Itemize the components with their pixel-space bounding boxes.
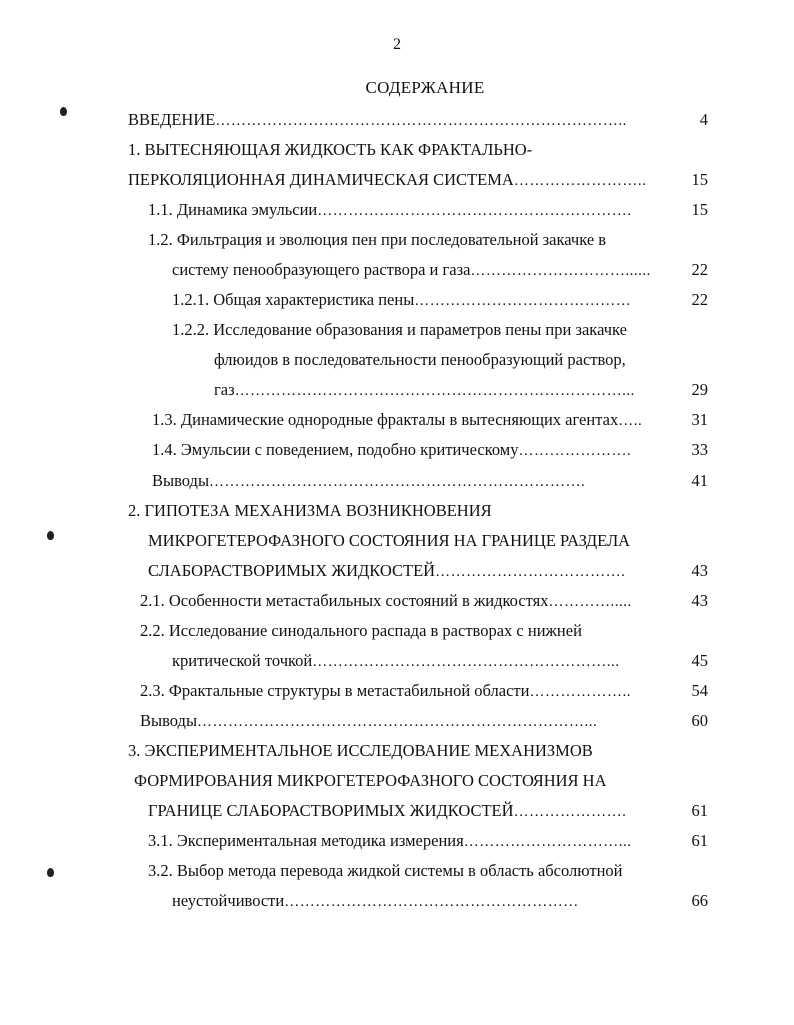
toc-entry-leader-dots: ……………………………………………………………….: [209, 474, 586, 490]
toc-entry-title: 2.1. Особенности метастабильных состояний в жидкостях: [140, 591, 549, 610]
toc-entry: [128, 501, 492, 521]
toc-entry-title: критической точкой: [172, 651, 313, 670]
toc-entry-title: ФОРМИРОВАНИЯ МИКРОГЕТЕРОФАЗНОГО СОСТОЯНИЯ НА: [134, 771, 607, 790]
toc-entry: [152, 471, 585, 492]
toc-entry-title: 2. ГИПОТЕЗА МЕХАНИЗМА ВОЗНИКНОВЕНИЯ: [128, 501, 492, 520]
toc-entry: [148, 801, 626, 822]
toc-entry-leader-dots: …..: [618, 413, 643, 429]
toc-entry-leader-dots: ……………………………………: [414, 293, 632, 309]
toc-entry: [172, 891, 579, 912]
toc-entry-title: ВВЕДЕНИЕ: [128, 110, 216, 129]
toc-entry: [140, 591, 632, 612]
toc-entry-title: Выводы: [140, 711, 198, 730]
toc-entry: [140, 681, 631, 702]
toc-entry: [134, 771, 607, 791]
toc-entry-page-number: 66: [691, 891, 708, 910]
toc-entry-title: 1. ВЫТЕСНЯЮЩАЯ ЖИДКОСТЬ КАК ФРАКТАЛЬНО-: [128, 140, 533, 159]
toc-entry: [148, 200, 632, 221]
toc-entry-title: 1.2.1. Общая характеристика пены: [172, 290, 415, 309]
toc-entry-page-number: 4: [699, 110, 708, 129]
toc-entry-leader-dots: ………………….: [513, 804, 627, 820]
toc-entry-leader-dots: …………………………......: [470, 263, 651, 279]
toc-entry: [172, 651, 620, 672]
toc-entry: [128, 140, 532, 160]
toc-entry-page-number: 33: [691, 440, 708, 459]
toc-entry-leader-dots: ………………..: [529, 684, 631, 700]
toc-entry-title: неустойчивости: [172, 891, 285, 910]
toc-entry: [148, 230, 606, 250]
toc-entry-title: газ: [214, 380, 235, 399]
binding-hole: [47, 868, 54, 877]
toc-entry-title: 1.3. Динамические однородные фракталы в вытесняющих агентах: [152, 410, 619, 429]
toc-entry: [214, 350, 626, 370]
toc-entry-page-number: 22: [691, 290, 708, 309]
binding-hole: [47, 531, 54, 540]
toc-entry-page-number: 61: [691, 831, 708, 850]
toc-entry: [148, 531, 630, 551]
toc-entry-title: 1.2.2. Исследование образования и параметров пены при закачке: [172, 320, 627, 339]
toc-entry-title: 3.2. Выбор метода перевода жидкой системы в область абсолютной: [148, 861, 623, 880]
toc-entry-page-number: 60: [691, 711, 708, 730]
toc-entry: [140, 711, 597, 732]
toc-title: СОДЕРЖАНИЕ: [365, 78, 485, 97]
toc-entry: [172, 260, 651, 281]
toc-entry-title: 1.4. Эмульсии с поведением, подобно критическому: [152, 440, 519, 459]
toc-entry: [148, 831, 631, 852]
binding-hole: [60, 107, 67, 116]
toc-entry-page-number: 41: [691, 471, 708, 490]
toc-entry-leader-dots: …………………………………………………...: [312, 654, 620, 670]
toc-entry-title: систему пенообразующего раствора и газа: [172, 260, 471, 279]
toc-entry-page-number: 43: [691, 591, 708, 610]
toc-entry-title: ПЕРКОЛЯЦИОННАЯ ДИНАМИЧЕСКАЯ СИСТЕМА: [128, 170, 514, 189]
toc-entry: [148, 561, 625, 582]
toc-entry-title: 1.1. Динамика эмульсии: [148, 200, 318, 219]
toc-entry-page-number: 29: [691, 380, 708, 399]
toc-entry-page-number: 15: [691, 170, 708, 189]
toc-entry: [148, 861, 623, 881]
toc-entry-leader-dots: ………….....: [548, 594, 632, 610]
toc-entry-leader-dots: …………………………………………………………………...: [234, 383, 635, 399]
toc-entry-leader-dots: …………………………………………………………………...: [197, 714, 598, 730]
toc-entry-page-number: 43: [691, 561, 708, 580]
toc-entry-page-number: 45: [691, 651, 708, 670]
toc-entry-title: 1.2. Фильтрация и эволюция пен при последовательной закачке в: [148, 230, 607, 249]
toc-entry: [214, 380, 635, 401]
toc-entry-leader-dots: …………………………...: [463, 834, 632, 850]
toc-entry-page-number: 61: [691, 801, 708, 820]
toc-entry-title: 3. ЭКСПЕРИМЕНТАЛЬНОЕ ИССЛЕДОВАНИЕ МЕХАНИЗМОВ: [128, 741, 593, 760]
toc-entry: [152, 410, 642, 431]
toc-entry-page-number: 15: [691, 200, 708, 219]
page-number: 2: [393, 36, 401, 53]
toc-entry: [128, 110, 627, 131]
toc-entry-title: 2.3. Фрактальные структуры в метастабильной области: [140, 681, 530, 700]
toc-entry-title: 3.1. Экспериментальная методика измерения: [148, 831, 464, 850]
toc-entry-leader-dots: …………………………………………………….: [317, 203, 632, 219]
toc-entry-page-number: 54: [691, 681, 708, 700]
toc-entry-leader-dots: ………………….: [518, 443, 632, 459]
toc-entry-page-number: 31: [691, 410, 708, 429]
toc-entry-leader-dots: ……………………..: [513, 173, 647, 189]
toc-entry-title: МИКРОГЕТЕРОФАЗНОГО СОСТОЯНИЯ НА ГРАНИЦЕ РАЗДЕЛА: [148, 531, 631, 550]
toc-entry: [140, 621, 582, 641]
toc-entry-title: ГРАНИЦЕ СЛАБОРАСТВОРИМЫХ ЖИДКОСТЕЙ: [148, 801, 514, 820]
toc-entry: [172, 290, 631, 311]
toc-entry: [128, 170, 646, 191]
toc-entry-leader-dots: ……………………………….: [435, 564, 626, 580]
toc-entry-title: СЛАБОРАСТВОРИМЫХ ЖИДКОСТЕЙ: [148, 561, 436, 580]
toc-entry-title: флюидов в последовательности пенообразующий раствор,: [214, 350, 626, 369]
toc-entry-leader-dots: ……………………………………………………………………..: [215, 113, 627, 129]
toc-entry: [128, 741, 593, 761]
toc-entry-title: Выводы: [152, 471, 210, 490]
toc-entry: [172, 320, 627, 340]
toc-entry-page-number: 22: [691, 260, 708, 279]
toc-entry-leader-dots: …………………………………………………: [284, 894, 579, 910]
toc-entry-title: 2.2. Исследование синодального распада в растворах с нижней: [140, 621, 582, 640]
toc-entry: [152, 440, 631, 461]
